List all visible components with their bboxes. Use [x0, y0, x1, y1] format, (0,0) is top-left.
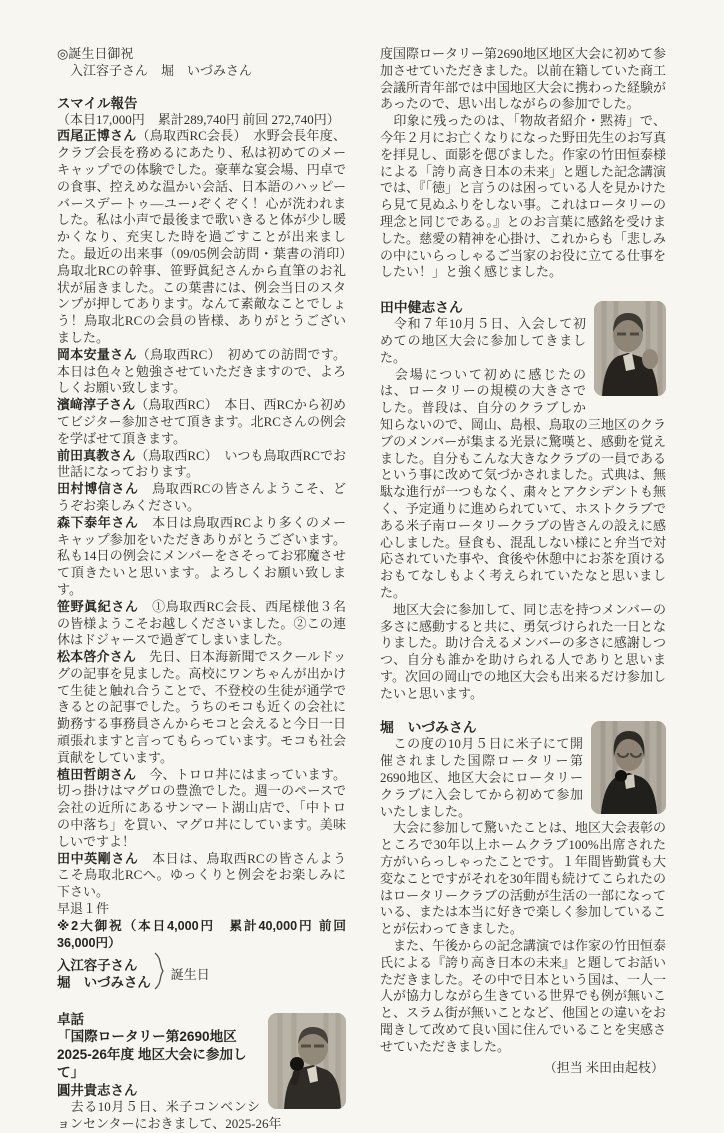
- entry-text: 本日は鳥取西RCより多くのメーキャップ参加をいただきありがとうございます。私も14日の例会にメンバーをさそってお邪魔させて頂きたいと思います。よろしくお願い致します。: [57, 514, 346, 597]
- smile-entry: [57, 397, 346, 447]
- smile-entry: [57, 128, 346, 346]
- left-column: [57, 46, 346, 1132]
- celebrant-name: 堀 いづみさん: [57, 974, 151, 990]
- member-name: 岡本安量さん: [57, 346, 137, 362]
- takuwa-body: 去る10月５日、米子コンベンションセンターにおきまして、2025-26年: [57, 1099, 282, 1132]
- tanaka-photo: [594, 301, 666, 396]
- member-name: 西尾正博さん: [57, 128, 137, 144]
- birthday-names: 入江容子さん 堀 いづみさん: [70, 62, 253, 78]
- speaker-photo: [268, 1013, 346, 1109]
- birthday-section: [57, 46, 346, 80]
- hori-photo: [591, 721, 666, 814]
- smile-entry: [57, 851, 346, 901]
- member-name: 田中健志さん: [380, 300, 463, 316]
- smile-entry: [57, 767, 346, 851]
- smile-entry: [57, 481, 346, 515]
- paragraph: この度の10月５日に米子にて開催されました国際ロータリー第2690地区、地区大会にロータリークラブに入会してから初めて参加いたしました。: [380, 736, 583, 819]
- hori-section: [380, 719, 666, 1055]
- takuwa-speaker: 圓井貴志さん: [57, 1083, 138, 1099]
- member-name: 濱﨑淳子さん: [57, 397, 136, 413]
- entry-text: 今、トロロ丼にはまっています。切っ掛けはマグロの豊漁でした。週一のペースで会社の近所にあるサンマート湖山店で、「中トロの中落ち」を買い、マグロ丼にしています。美味しいですよ！: [57, 766, 346, 849]
- smile-entry: [57, 649, 346, 767]
- right-column: [380, 46, 667, 1075]
- smile-entry: [57, 515, 346, 599]
- entry-text: （鳥取西RC会長） 水野会長年度、クラブ会長を務めるにあたり、私は初めてのメーキャップでの体験でした。豪華な宴会場、円卓での食事、控えめな温かい会話、日本語のハッピーバースデートゥ―ユー♪ぞくぞく！心が洗われました。私は小声で最後まで歌いきると体が少し暖かくなり、充実した時を過ごすことが出来ました。最近の出来事（09/05例会訪問・葉書の消印）鳥取北RCの幹事、笹野眞紀さんから直筆のお礼状が届きました。この葉書には、例会当日のスタンプが押してあります。なんて素敵なことでしょう！鳥取北RCの会員の皆様、ありがとうございました。: [57, 128, 346, 345]
- smile-totals: （本日17,000円 累計289,740円 前回 272,740円）: [57, 111, 340, 127]
- smile-report-section: [57, 95, 346, 996]
- smile-entry: [57, 347, 346, 397]
- takuwa-section: [57, 1011, 346, 1133]
- member-name: 笹野眞紀さん: [57, 598, 139, 614]
- takuwa-continuation: [380, 46, 666, 281]
- member-name: 田村博信さん: [57, 481, 139, 497]
- credit-line: （担当 米田由起枝）: [543, 1059, 664, 1075]
- birthday-celebrants: [57, 952, 346, 995]
- entry-text: （鳥取西RC） いつも鳥取西RCでお世話になっております。: [57, 447, 346, 480]
- entry-text: 鳥取西RCの皆さんようこそ、どうぞお楽しみください。: [57, 481, 346, 513]
- paragraph: また、午後からの記念講演では作家の竹田恒泰氏による『誇り高き日本の未来』と題してお話いただきました。その中で日本という国は、一人一人が協力しながら生きている世界でも例が無いこと、スラム街が無いことなど、他国との違いをお聞きして改めて良い国に住んでいることを実感させていただきました。: [380, 938, 667, 1054]
- early-leave-note: 早退１件: [57, 901, 110, 917]
- entry-text: （鳥取西RC） 本日、西RCから初めてビジター参加させて頂きます。北RCさんの例会を学ばせて頂きます。: [57, 397, 346, 446]
- smile-heading: スマイル報告: [57, 95, 138, 111]
- smile-entry: [57, 448, 346, 482]
- member-name: 森下泰年さん: [57, 514, 139, 530]
- member-name: 田中英剛さん: [57, 850, 139, 866]
- entry-text: （鳥取西RC） 初めての訪問です。本日は色々と勉強させていただきますので、よろしくお願い致します。: [57, 346, 346, 396]
- member-name: 植田哲朗さん: [57, 766, 137, 782]
- member-name: 前田真教さん: [57, 447, 136, 463]
- smile-entry: [57, 599, 346, 649]
- member-name: 堀 いづみさん: [380, 720, 477, 736]
- celebrant-name: 入江容子さん: [57, 957, 138, 973]
- paragraph: 度国際ロータリー第2690地区地区大会に初めて参加させていただきました。以前在籍していた商工会議所青年部では中国地区大会に携わった経験があったので、思い出しながらの参加でした。: [380, 46, 667, 112]
- entry-text: 本日は、鳥取西RCの皆さんようこそ鳥取北RCへ。ゆっくりと例会をお楽しみに下さい。: [57, 850, 346, 900]
- takuwa-title: 「国際ロータリー第2690地区 2025-26年度 地区大会に参加して」: [57, 1029, 247, 1081]
- takuwa-heading: 卓話: [57, 1012, 84, 1028]
- paragraph: 会場について初めに感じたのは、ロータリーの規模の大きさでした。普段は、自分のクラブしか知らないので、岡山、島根、鳥取の三地区のクラブのメンバーが集まる光景に驚嘆と、感動を覚えました。自分もこんな大きなクラブの一員であるという事に改めて気づかされました。式典は、無駄な進行が一つもなく、粛々とアクシデントも無く、予定通りに進められていて、ホストクラブである米子南ロータリークラブの皆さんの設えに感心しました。昼食も、混乱しない様にと弁当で対応されていた事や、食後や休憩中にお茶を頂けるおもてなしもよく考えられていたなと思いました。: [380, 366, 667, 600]
- paragraph: 地区大会に参加して、同じ志を持つメンバーの多さに感動すると共に、勇気づけられた一日となりました。助け合えるメンバーの多さに感謝しつつ、自分も誰かを助けられる人でありと思います。次回の岡山での地区大会も出来るだけ参加したいと思います。: [380, 601, 667, 701]
- member-name: 松本啓介さん: [57, 649, 137, 665]
- brace-icon: [153, 952, 165, 995]
- birthday-heading: ◎誕生日御祝: [57, 46, 134, 61]
- paragraph: 令和７年10月５日、入会して初めての地区大会に参加してきました。: [380, 316, 586, 365]
- tanaka-section: [380, 299, 666, 702]
- entry-text: 先日、日本海新聞でスクールドッグの記事を見ました。高校にワンちゃんが出かけて生徒と触れ合うことで、不登校の生徒が通学できるとの記事でした。うちのモコも近くの会社に勤務する事務員さんからモコと会えると今日一日頑張れますと言ってもらっています。モコも社会貢献をしています。: [57, 649, 346, 765]
- entry-text: ①鳥取西RC会長、西尾様他３名の皆様ようこそお越しくださいました。②この連休はドジャースで過ぎてしまいました。: [57, 598, 346, 648]
- paragraph: 大会に参加して驚いたことは、地区大会表彰のところで30年以上ホームクラブ100%出席された方がいらっしゃったことです。１年間皆勤賞も大変なことですがそれを30年間も続けてこられたのはロータリークラブの活動が生活の一部になっている、または本当に好きで楽しく参加していることが伝わってきました。: [380, 820, 667, 937]
- celebration-note: ※2大御祝（本日4,000円 累計40,000円 前回36,000円）: [57, 918, 346, 950]
- celebration-label: 誕生日: [170, 967, 210, 983]
- paragraph: 印象に残ったのは、「物故者紹介・黙祷」で、今年２月にお亡くなりになった野田先生のお写真を拝見し、面影を偲びました。作家の竹田恒泰様による「誇り高き日本の未来」と題した記念講演では、『「徳」と言うのは困っている人を見かけたら見て見ぬふりをしない事。これはロータリーの理念と同じである。』とのお言葉に感銘を受けました。慈愛の精神を心掛け、これからも「悲しみの中にいらっしゃるご当家のお役に立てる仕事をしたい！」と強く感じました。: [380, 113, 667, 280]
